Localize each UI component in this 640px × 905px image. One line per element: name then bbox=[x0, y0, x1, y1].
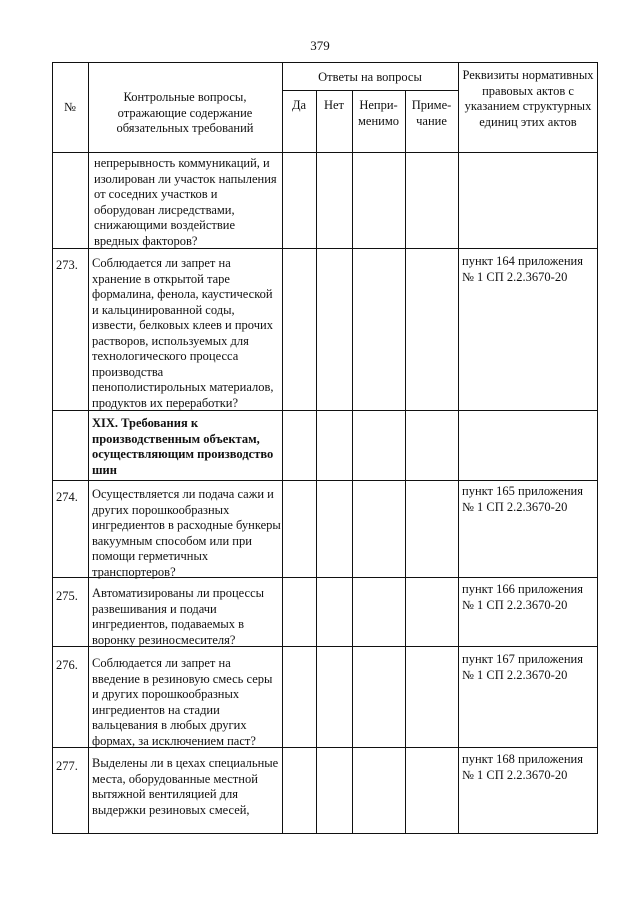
question-text: непрерывность коммуникаций, и изолирован ли участок напыления от соседних участков и оборудован лисредствами, снижающими воздействие вредных факторов? bbox=[94, 156, 277, 248]
row-number: 277. bbox=[56, 759, 78, 773]
column-divider bbox=[282, 62, 283, 834]
row-divider bbox=[52, 152, 598, 153]
checklist-table bbox=[52, 62, 597, 834]
header-answers: Ответы на вопросы bbox=[318, 70, 422, 84]
row-number: 273. bbox=[56, 258, 78, 272]
table-border-bottom bbox=[52, 833, 598, 834]
requisite-text: пункт 166 приложения № 1 СП 2.2.3670-20 bbox=[462, 582, 583, 612]
header-no: Нет bbox=[323, 98, 345, 112]
question-text: Выделены ли в цехах специальные места, оборудованные местной вытяжной вентиляцией для выдержки резиновых смесей, bbox=[92, 756, 279, 817]
header-yes: Да bbox=[291, 98, 307, 112]
header-number: № bbox=[64, 100, 76, 114]
page-number: 379 bbox=[310, 38, 330, 53]
row-number: 275. bbox=[56, 589, 78, 603]
section-heading: XIX. Требования к производственным объектам, осуществляющим производство шин bbox=[92, 416, 274, 477]
row-number: 274. bbox=[56, 490, 78, 504]
row-divider bbox=[52, 480, 598, 481]
requisite-text: пункт 168 приложения № 1 СП 2.2.3670-20 bbox=[462, 752, 583, 782]
requisite-text: пункт 165 приложения № 1 СП 2.2.3670-20 bbox=[462, 484, 583, 514]
column-divider bbox=[316, 90, 317, 834]
table-border-left bbox=[52, 62, 53, 834]
column-divider bbox=[88, 62, 89, 834]
requisite-text: пункт 164 приложения № 1 СП 2.2.3670-20 bbox=[462, 254, 583, 284]
column-divider bbox=[352, 90, 353, 834]
header-questions: Контрольные вопросы, отражающие содержание обязательных требований bbox=[116, 90, 254, 135]
table-border-top bbox=[52, 62, 598, 63]
requisite-text: пункт 167 приложения № 1 СП 2.2.3670-20 bbox=[462, 652, 583, 682]
question-text: Соблюдается ли запрет на хранение в открытой таре формалина, фенола, каустической и кальцинированной соды, извести, белковых клеев и прочих растворов, используемых для технологического процесса производства пенополистирольных материалов, продуктов их переработки? bbox=[92, 256, 274, 410]
header-requisites: Реквизиты нормативных правовых актов с указанием структурных единиц этих актов bbox=[462, 68, 594, 129]
question-text: Осуществляется ли подача сажи и других порошкообразных ингредиентов в расходные бункеры вакуумным способом или при помощи герметичных транспортеров? bbox=[92, 487, 281, 579]
question-text: Соблюдается ли запрет на введение в резиновую смесь серы и других порошкообразных ингредиентов на стадии вальцевания в любых других формах, за исключением паст? bbox=[92, 656, 273, 748]
row-number: 276. bbox=[56, 658, 78, 672]
column-divider bbox=[405, 90, 406, 834]
column-divider bbox=[458, 62, 459, 834]
header-note: Приме- чание bbox=[411, 98, 452, 128]
question-text: Автоматизированы ли процессы развешивания и подачи ингредиентов, подаваемых в воронку резиносмесителя? bbox=[92, 586, 265, 647]
answers-subheader-line bbox=[282, 90, 458, 91]
header-not-applicable: Непри- менимо bbox=[358, 98, 399, 128]
table-border-right bbox=[597, 62, 598, 834]
